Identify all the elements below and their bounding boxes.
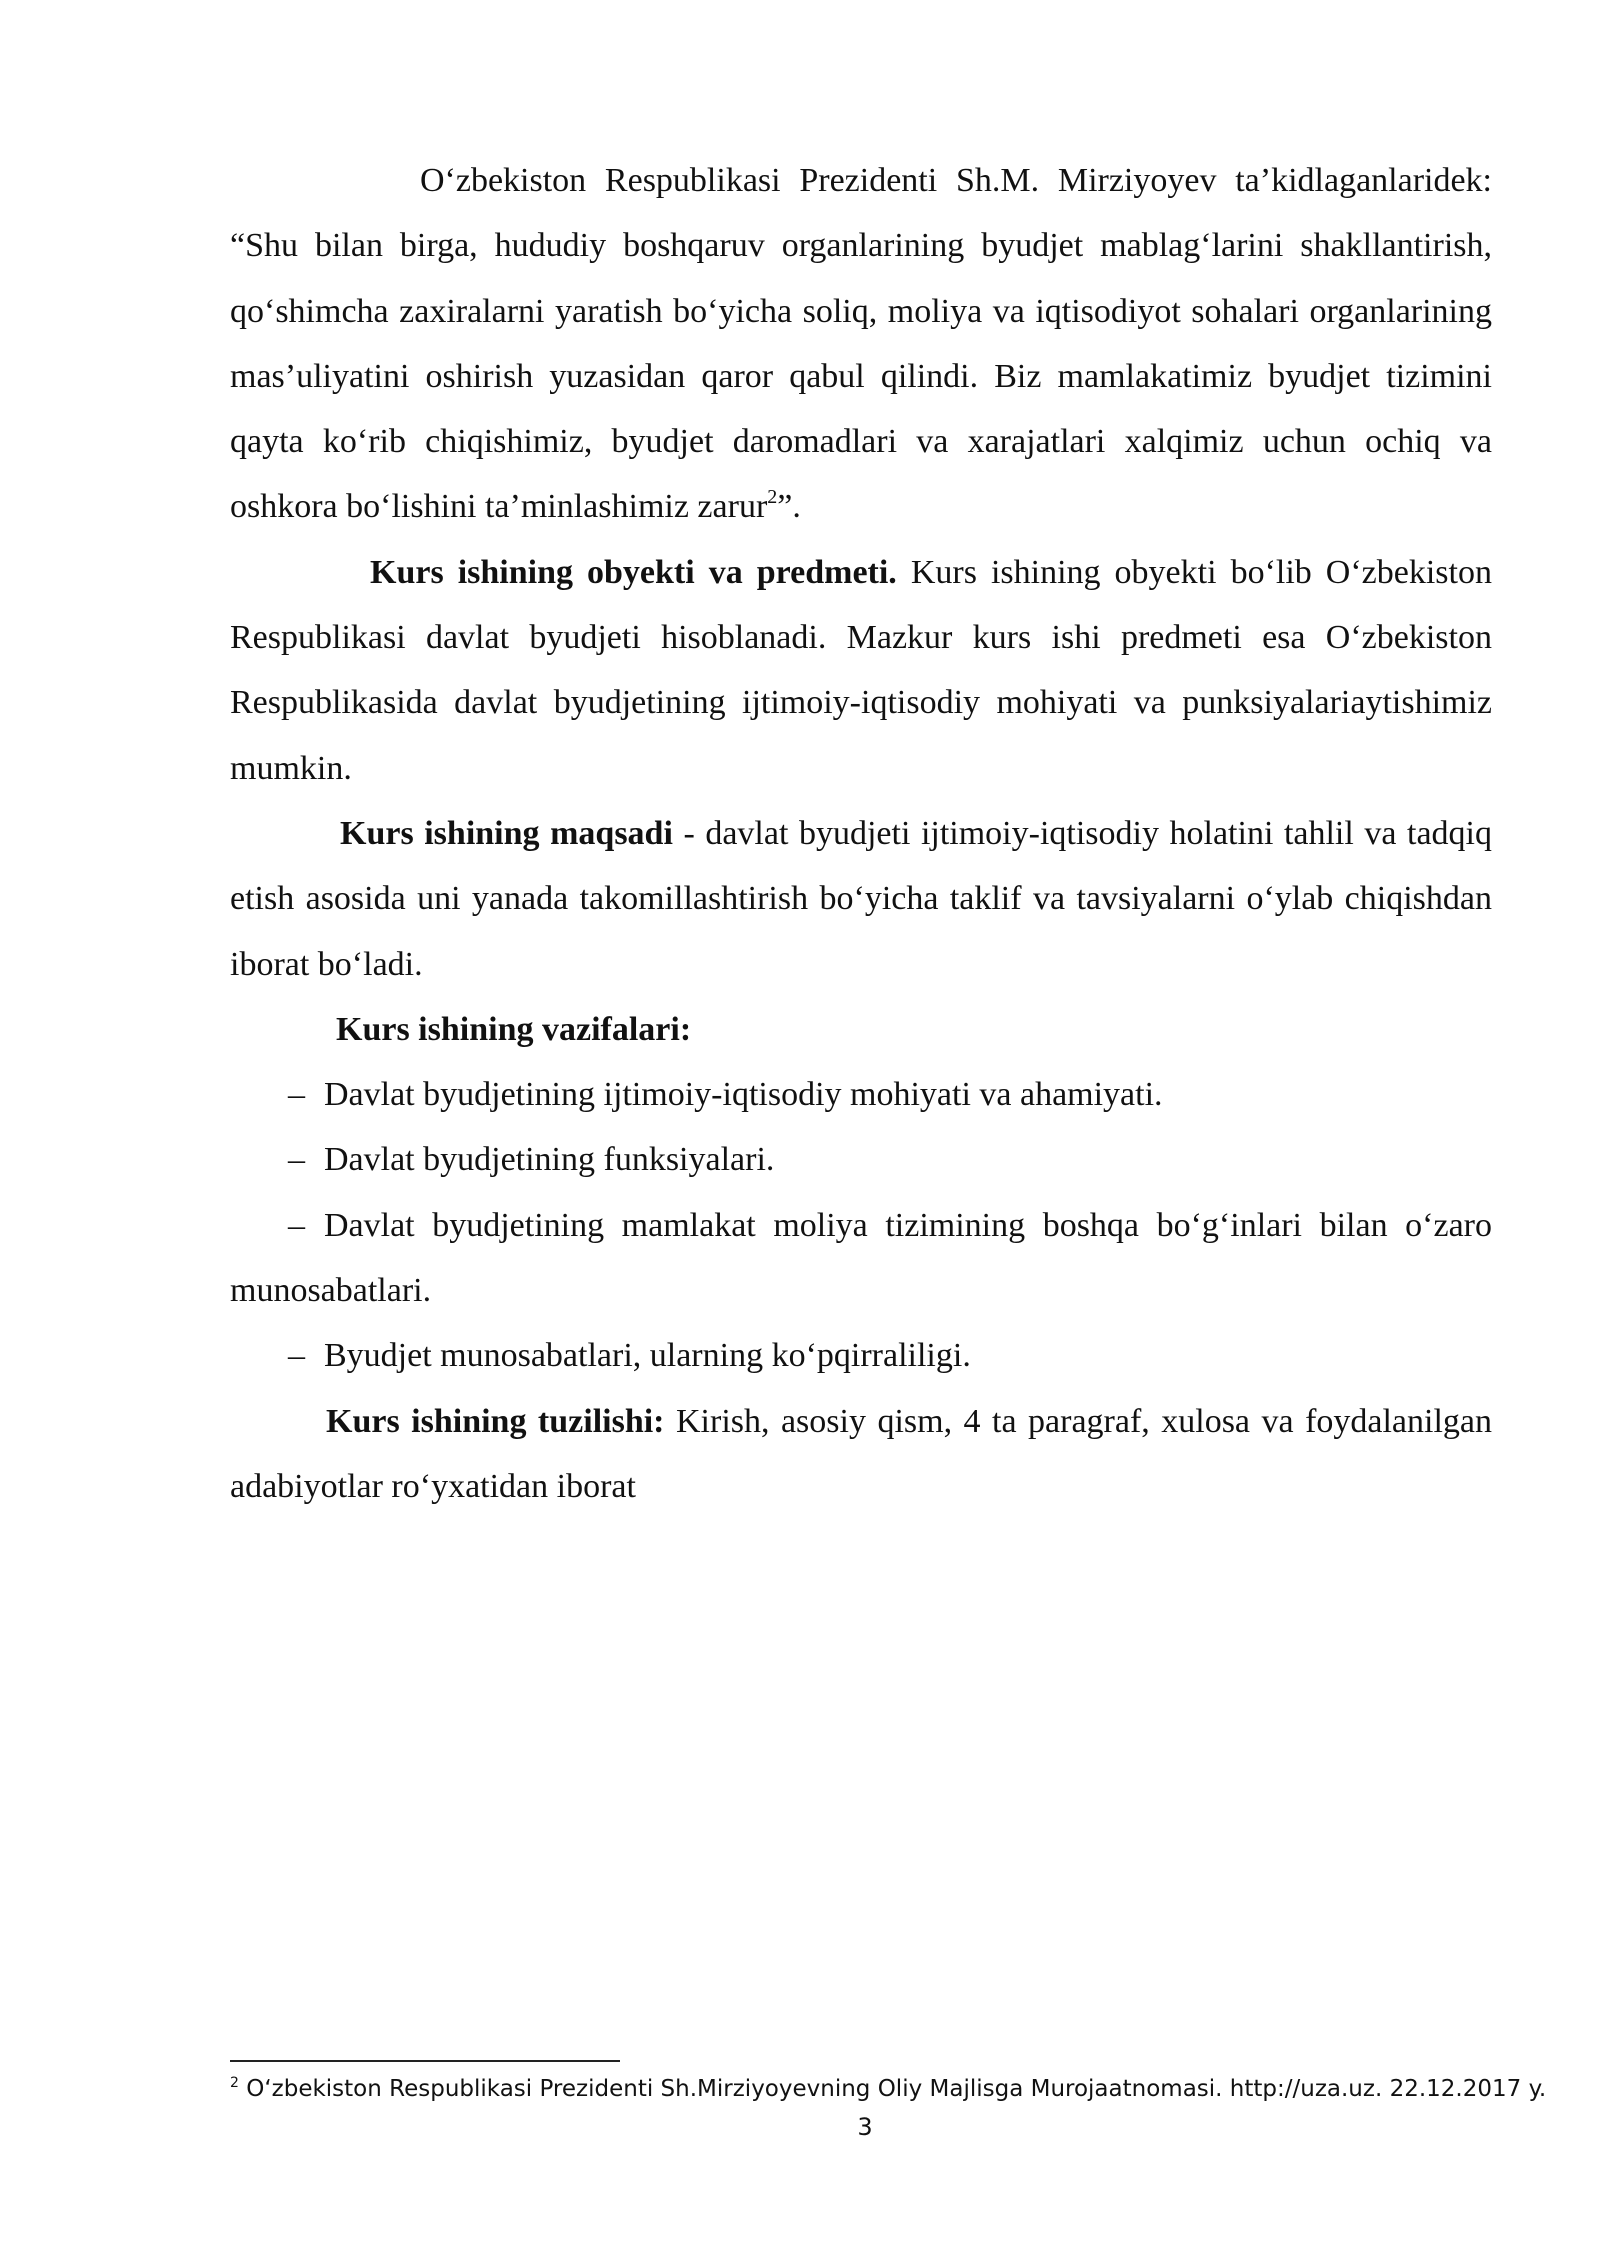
dash-marker: –	[288, 1337, 305, 1375]
paragraph-tasks-heading	[230, 997, 1492, 1062]
paragraph-structure	[230, 1389, 1492, 1520]
tasks-heading: Kurs ishining vazifalari:	[336, 1010, 692, 1048]
paragraph-object-subject	[230, 540, 1492, 801]
page-number: 3	[857, 2113, 873, 2141]
footnote-reference[interactable]: 2	[767, 486, 778, 509]
dash-marker: –	[288, 1206, 305, 1244]
object-subject-heading: Kurs ishining obyekti va predmeti.	[370, 553, 897, 591]
dash-marker: –	[288, 1076, 305, 1114]
document-body	[230, 148, 1492, 1519]
quote-tail: ”.	[777, 488, 801, 526]
task-text: Davlat byudjetining mamlakat moliya tizimining boshqa bo‘g‘inlari bilan o‘zaro munosabatlari.	[230, 1206, 1492, 1310]
footnote-text: O‘zbekiston Respublikasi Prezidenti Sh.Mirziyoyevning Oliy Majlisga Murojaatnomasi. http://uza.uz. 22.12.2017 y.	[238, 2076, 1547, 2102]
task-item-1	[230, 1062, 1492, 1127]
goal-heading: Kurs ishining maqsadi	[340, 814, 673, 852]
task-text: Davlat byudjetining ijtimoiy-iqtisodiy mohiyati va ahamiyati.	[324, 1076, 1163, 1114]
quote-text: O‘zbekiston Respublikasi Prezidenti Sh.M. Mirziyoyev ta’kidlaganlaridek: “Shu bilan birga, hududiy boshqaruv organlarining byudjet mablag‘larini shakllantirish, qo‘shimcha zaxiralarni yaratish bo‘yicha soliq, moliya va iqtisodiyot sohalari organlarining mas’uliyatini oshirish yuzasidan qaror qabul qilindi. Biz mamlakatimiz byudjet tizimini qayta ko‘rib chiqishimiz, byudjet daromadlari va xarajatlari xalqimiz uchun ochiq va oshkora bo‘lishini ta’minlashimiz zarur	[230, 162, 1492, 526]
dash-marker: –	[288, 1141, 305, 1179]
task-item-2	[230, 1127, 1492, 1192]
footnote-number: 2	[230, 2075, 239, 2091]
footnote	[230, 2072, 1547, 2106]
footnote-separator	[230, 2060, 620, 2062]
goal-text: - davlat byudjeti ijtimoiy-iqtisodiy holatini tahlil va tadqiq etish asosida uni yanada takomillashtirish bo‘yicha taklif va tavsiyalarni o‘ylab chiqishdan iborat bo‘ladi.	[230, 814, 1493, 983]
object-subject-text: Kurs ishining obyekti bo‘lib O‘zbekiston Respublikasi davlat byudjeti hisoblanadi. Mazkur kurs ishi predmeti esa O‘zbekiston Respublikasida davlat byudjetining ijtimoiy-iqtisodiy mohiyati va punksiyalariaytishimiz mumkin.	[230, 553, 1492, 787]
paragraph-goal	[230, 801, 1492, 997]
structure-heading: Kurs ishining tuzilishi:	[326, 1402, 665, 1440]
task-item-3	[230, 1193, 1492, 1324]
task-text: Davlat byudjetining funksiyalari.	[324, 1141, 775, 1179]
structure-text: Kirish, asosiy qism, 4 ta paragraf, xulosa va foydalanilgan adabiyotlar ro‘yxatidan iborat	[230, 1402, 1493, 1505]
paragraph-president-quote	[230, 148, 1492, 540]
task-item-4	[230, 1323, 1492, 1388]
task-text: Byudjet munosabatlari, ularning ko‘pqirraliligi.	[324, 1337, 971, 1375]
